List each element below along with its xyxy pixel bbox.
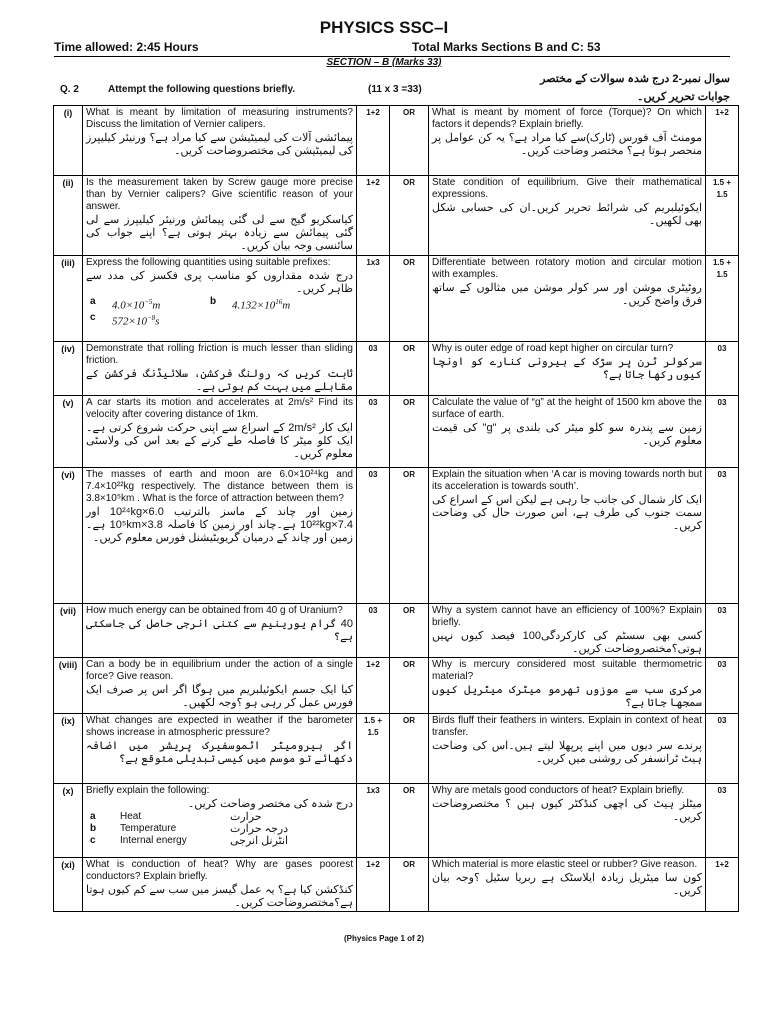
- question-text-en: Is the measurement taken by Screw gauge more precise than by Vernier calipers? Give scientific reason of your answer.: [86, 177, 353, 212]
- question-right: [429, 106, 706, 176]
- item-exponent: −8: [146, 313, 156, 322]
- question-number: (xi): [54, 858, 83, 912]
- alt-question-text-ur: پرندے سر دیوں میں اپنے پرپھلا لیتے ہیں۔اس کی وضاحت ہیٹ ٹرانسفر کی روشنی میں کریں۔: [432, 740, 702, 765]
- sub-item: [86, 835, 353, 847]
- item-base: 4.132: [232, 299, 257, 312]
- or-label: OR: [390, 784, 429, 858]
- question-right: [429, 604, 706, 658]
- item-ten: 10: [264, 299, 276, 312]
- question-text-en: What is conduction of heat? Why are gases poorest conductors? Explain briefly.: [86, 859, 353, 882]
- question-row: [54, 714, 739, 784]
- item-letter: c: [90, 311, 96, 323]
- marks-left: 03: [357, 468, 390, 604]
- prefix-items: [86, 296, 353, 327]
- alt-question-text-en: Birds fluff their feathers in winters. Explain in context of heat transfer.: [432, 715, 702, 738]
- or-label: OR: [390, 256, 429, 342]
- question-text-ur: ثابت کریں کہ رولنگ فرکشن، سلائیڈنگ فرکشن کے مقابلے میں بہت کم ہوتی ہے۔: [86, 368, 353, 393]
- question-text-en: Express the following quantities using suitable prefixes:: [86, 257, 331, 268]
- sub-text-en: Internal energy: [120, 835, 187, 846]
- item-unit: m: [282, 299, 291, 312]
- question-text-ur: درج شدہ کی مختصر وضاحت کریں۔: [187, 798, 353, 810]
- urdu-instruction-line-2: جوابات تحریر کریں۔: [637, 91, 730, 103]
- marks-right: 03: [706, 396, 739, 468]
- question-right: [429, 858, 706, 912]
- question-label: Q. 2: [60, 84, 79, 95]
- alt-question-text-en: Explain the situation when ‘A car is moving towards north but its acceleration is towards south’.: [432, 469, 702, 492]
- sub-text-en: Temperature: [120, 823, 177, 834]
- total-marks: Total Marks Sections B and C: 53: [412, 40, 601, 54]
- question-row: [54, 858, 739, 912]
- marks-left: 03: [357, 342, 390, 396]
- alt-question-text-ur: مومنٹ آف فورس (ٹارک)سے کیا مراد ہے؟ یہ کن عوامل پر منحصر ہوتا ہے؟ مختصر وضاحت کریں۔: [432, 132, 702, 157]
- question-text-en: How much energy can be obtained from 40 g of Uranium?: [86, 605, 343, 616]
- question-text-ur: درج شدہ مقداروں کو مناسب پری فکسز کی مدد سے ظاہر کریں۔: [86, 270, 353, 295]
- question-number: (iv): [54, 342, 83, 396]
- or-label: OR: [390, 468, 429, 604]
- marks-left: 1+2: [357, 658, 390, 714]
- urdu-instruction: [430, 70, 730, 106]
- urdu-instruction-line-1: سوال نمبر-2 درج شدہ سوالات کے مختصر: [540, 73, 730, 85]
- or-label: OR: [390, 858, 429, 912]
- question-text-en: Demonstrate that rolling friction is much lesser than sliding friction.: [86, 343, 353, 366]
- question-text-ur: کیاسکریو گیج سے لی گئی پیمائش ورنیئر کیلیپرز سے لی گئی پیمائش سے زیادہ بہتر ہوتی ہے؟ اپنے جواب کی سائنسی وجہ بیان کریں۔: [86, 214, 353, 252]
- or-label: OR: [390, 106, 429, 176]
- question-left: [83, 604, 357, 658]
- question-left: [83, 858, 357, 912]
- sub-text-ur: درجہ حرارت: [230, 823, 289, 835]
- time-allowed: Time allowed: 2:45 Hours: [54, 40, 199, 54]
- item-unit: s: [155, 315, 160, 328]
- question-number: (vi): [54, 468, 83, 604]
- marks-right: 1.5 + 1.5: [706, 256, 739, 342]
- question-text-ur: زمین اور چاند کے ماسز بالترتیب 6.0×10²⁴kg اور 7.4×10²²kg ہے۔چاند اور زمین کا فاصلہ 3.8×10⁵km ہے۔ زمین اور چاند کے درمیان گریویٹیشنل فورس معلوم کریں۔: [86, 506, 353, 544]
- question-text-ur: اگر بیرومیٹر اٹموسفیرک پریشر میں اضافہ دکھائے تو موسم میں کیسی تبدیلی متوقع ہے؟: [86, 740, 353, 765]
- question-left: [83, 468, 357, 604]
- alt-question-text-en: Calculate the value of “g” at the height of 1500 km above the surface of earth.: [432, 397, 702, 420]
- question-text-ur: ایک کار 2m/s² کے اسراع سے اپنی حرکت شروع کرتی ہے۔ ایک کلو میٹر کا فاصلہ طے کرنے کے بعد اس کی ولاسٹی معلوم کریں۔: [86, 422, 353, 460]
- sub-text-ur: حرارت: [230, 811, 262, 823]
- page-footer: (Physics Page 1 of 2): [343, 934, 425, 943]
- or-label: OR: [390, 604, 429, 658]
- question-row: [54, 658, 739, 714]
- item-value: [232, 296, 290, 312]
- question-left: [83, 106, 357, 176]
- question-number: (v): [54, 396, 83, 468]
- alt-question-text-ur: ایکوئیلبریم کی شرائط تحریر کریں۔ان کی حسابی شکل بھی لکھیں۔: [432, 202, 702, 227]
- item-unit: m: [152, 299, 161, 312]
- question-number: (ii): [54, 176, 83, 256]
- marks-right: 03: [706, 604, 739, 658]
- or-label: OR: [390, 396, 429, 468]
- question-right: [429, 468, 706, 604]
- or-label: OR: [390, 342, 429, 396]
- question-text-en: A car starts its motion and accelerates at 2m/s² Find its velocity after covering distance of 1km.: [86, 397, 353, 420]
- question-marks-formula: (11 x 3 =33): [368, 84, 422, 95]
- question-left: [83, 176, 357, 256]
- question-right: [429, 176, 706, 256]
- marks-left: 1+2: [357, 106, 390, 176]
- question-left: [83, 342, 357, 396]
- item-value: [112, 296, 160, 312]
- marks-right: 03: [706, 342, 739, 396]
- prefix-item: [86, 296, 206, 312]
- question-right: [429, 784, 706, 858]
- question-right: [429, 658, 706, 714]
- question-text-en: Can a body be in equilibrium under the action of a single force? Give reason.: [86, 659, 353, 682]
- item-ten: 10: [133, 299, 145, 312]
- question-number: (ix): [54, 714, 83, 784]
- question-row: [54, 342, 739, 396]
- item-value: [112, 312, 159, 328]
- marks-right: 03: [706, 714, 739, 784]
- marks-left: 1x3: [357, 256, 390, 342]
- alt-question-text-ur: کون سا میٹریل زیادہ ایلاسٹک ہے ربریا سٹیل ؟وجہ بیان کریں۔: [432, 872, 702, 897]
- question-left: [83, 714, 357, 784]
- question-text-en: What is meant by limitation of measuring instruments? Discuss the limitation of Vernier calipers.: [86, 107, 353, 130]
- question-number: (iii): [54, 256, 83, 342]
- question-text-ur: 40 گرام یورینیم سے کتنی انرجی حاصل کی جاسکتی ہے؟: [86, 618, 353, 643]
- question-right: [429, 256, 706, 342]
- item-times: ×: [256, 299, 265, 312]
- question-instruction: Attempt the following questions briefly.: [108, 84, 296, 95]
- alt-question-text-ur: مرکری سب سے موزوں تھرمو میٹرک میٹریل کیوں سمجھا جاتا ہے؟: [432, 684, 702, 709]
- item-base: 4.0: [112, 299, 126, 312]
- marks-left: 1+2: [357, 858, 390, 912]
- alt-question-text-ur: ایک کار شمال کی جانب جا رہی ہے لیکن اس کے اسراع کی سمت جنوب کی طرف ہے، اس صورت حال کی وضاحت کریں۔: [432, 494, 702, 532]
- time-marks-line: [54, 40, 730, 57]
- item-ten: 10: [135, 315, 147, 328]
- question-right: [429, 342, 706, 396]
- alt-question-text-en: Why is mercury considered most suitable thermometric material?: [432, 659, 702, 682]
- marks-right: 03: [706, 468, 739, 604]
- sub-text-ur: انٹرنل انرجی: [230, 835, 289, 847]
- section-heading: SECTION – B (Marks 33): [326, 57, 442, 68]
- question-number: (vii): [54, 604, 83, 658]
- sub-letter: c: [90, 835, 96, 846]
- marks-left: 1+2: [357, 176, 390, 256]
- alt-question-text-ur: روٹیٹری موشن اور سر کولر موشن میں مثالوں کے ساتھ فرق واضح کریں۔: [432, 282, 702, 307]
- question-row: [54, 604, 739, 658]
- question-left: [83, 784, 357, 858]
- marks-left: 03: [357, 396, 390, 468]
- question-left: [83, 256, 357, 342]
- prefix-item: [86, 312, 206, 328]
- prefix-item: [206, 296, 346, 312]
- questions-table: [53, 105, 739, 912]
- question-number: (i): [54, 106, 83, 176]
- sub-item: [86, 823, 353, 835]
- alt-question-text-ur: کسی بھی سسٹم کی کارکردگی100 فیصد کیوں نہیں ہوتی؟مختصروضاحت کریں۔: [432, 630, 702, 655]
- item-exponent: 16: [275, 298, 283, 306]
- or-label: OR: [390, 714, 429, 784]
- sub-item: [86, 811, 353, 823]
- question-left: [83, 396, 357, 468]
- item-times: ×: [128, 315, 136, 328]
- question-row: [54, 784, 739, 858]
- or-label: OR: [390, 176, 429, 256]
- marks-left: 03: [357, 604, 390, 658]
- alt-question-text-en: Why is outer edge of road kept higher on circular turn?: [432, 343, 674, 354]
- question-text-en: What changes are expected in weather if the barometer shows increase in atmospheric pressure?: [86, 715, 353, 738]
- question-right: [429, 714, 706, 784]
- question-number: (x): [54, 784, 83, 858]
- question-text-ur: کیا ایک جسم ایکوئیلبریم میں ہوگا اگر اس پر صرف ایک فورس عمل کر رہی ہو ؟وجہ لکھیں۔: [86, 684, 353, 709]
- question-text-ur: کنڈکشن کیا ہے؟ یہ عمل گیسز میں سب سے کم کیوں ہوتا ہے؟مختصروضاحت کریں۔: [86, 884, 353, 909]
- question-row: [54, 396, 739, 468]
- question-text-en: The masses of earth and moon are 6.0×10²⁴kg and 7.4×10²²kg respectively. The distance between them is 3.8×10⁵km . What is the force of attraction between them?: [86, 469, 353, 504]
- marks-right: 1.5 + 1.5: [706, 176, 739, 256]
- marks-right: 03: [706, 658, 739, 714]
- question-row: [54, 256, 739, 342]
- alt-question-text-en: State condition of equilibrium. Give their mathematical expressions.: [432, 177, 702, 200]
- sub-letter: b: [90, 823, 97, 834]
- question-right: [429, 396, 706, 468]
- question-text-en: Briefly explain the following:: [86, 785, 210, 796]
- alt-question-text-ur: میٹلز ہیٹ کی اچھی کنڈکٹر کیوں ہیں ؟ مختصروضاحت کریں۔: [432, 798, 702, 823]
- marks-right: 1+2: [706, 106, 739, 176]
- item-letter: b: [210, 296, 217, 307]
- question-row: [54, 176, 739, 256]
- sub-text-en: Heat: [120, 811, 142, 822]
- marks-left: 1x3: [357, 784, 390, 858]
- marks-left: 1.5 + 1.5: [357, 714, 390, 784]
- item-base: 572: [112, 315, 129, 328]
- item-exponent: −5: [144, 298, 153, 306]
- alt-question-text-en: What is meant by moment of force (Torque)? On which factors it depends? Explain briefly.: [432, 107, 702, 130]
- alt-question-text-ur: زمین سے پندرہ سو کلو میٹر کی بلندی پر "g" کی قیمت معلوم کریں۔: [432, 422, 702, 447]
- page-title: PHYSICS SSC–I: [319, 18, 449, 37]
- sub-letter: a: [90, 811, 96, 822]
- question-number: (viii): [54, 658, 83, 714]
- or-label: OR: [390, 658, 429, 714]
- alt-question-text-en: Why are metals good conductors of heat? Explain briefly.: [432, 785, 685, 796]
- question-left: [83, 658, 357, 714]
- marks-right: 1+2: [706, 858, 739, 912]
- question-text-ur: پیمائشی آلات کی لیمیٹیشن سے کیا مراد ہے؟ ورنیئر کیلیپرز کی لیمیٹیشن کی مختصروضاحت کریں۔: [86, 132, 353, 157]
- alt-question-text-ur: سرکولر ٹرن پر سڑک کے بیرونی کنارے کو اونچا کیوں رکھا جاتا ہے؟: [432, 356, 702, 381]
- question-row: [54, 106, 739, 176]
- marks-right: 03: [706, 784, 739, 858]
- item-letter: a: [90, 296, 96, 307]
- alt-question-text-en: Which material is more elastic steel or rubber? Give reason.: [432, 859, 698, 870]
- alt-question-text-en: Why a system cannot have an efficiency of 100%? Explain briefly.: [432, 605, 702, 628]
- question-row: [54, 468, 739, 604]
- alt-question-text-en: Differentiate between rotatory motion and circular motion with examples.: [432, 257, 702, 280]
- item-times: ×: [125, 299, 134, 312]
